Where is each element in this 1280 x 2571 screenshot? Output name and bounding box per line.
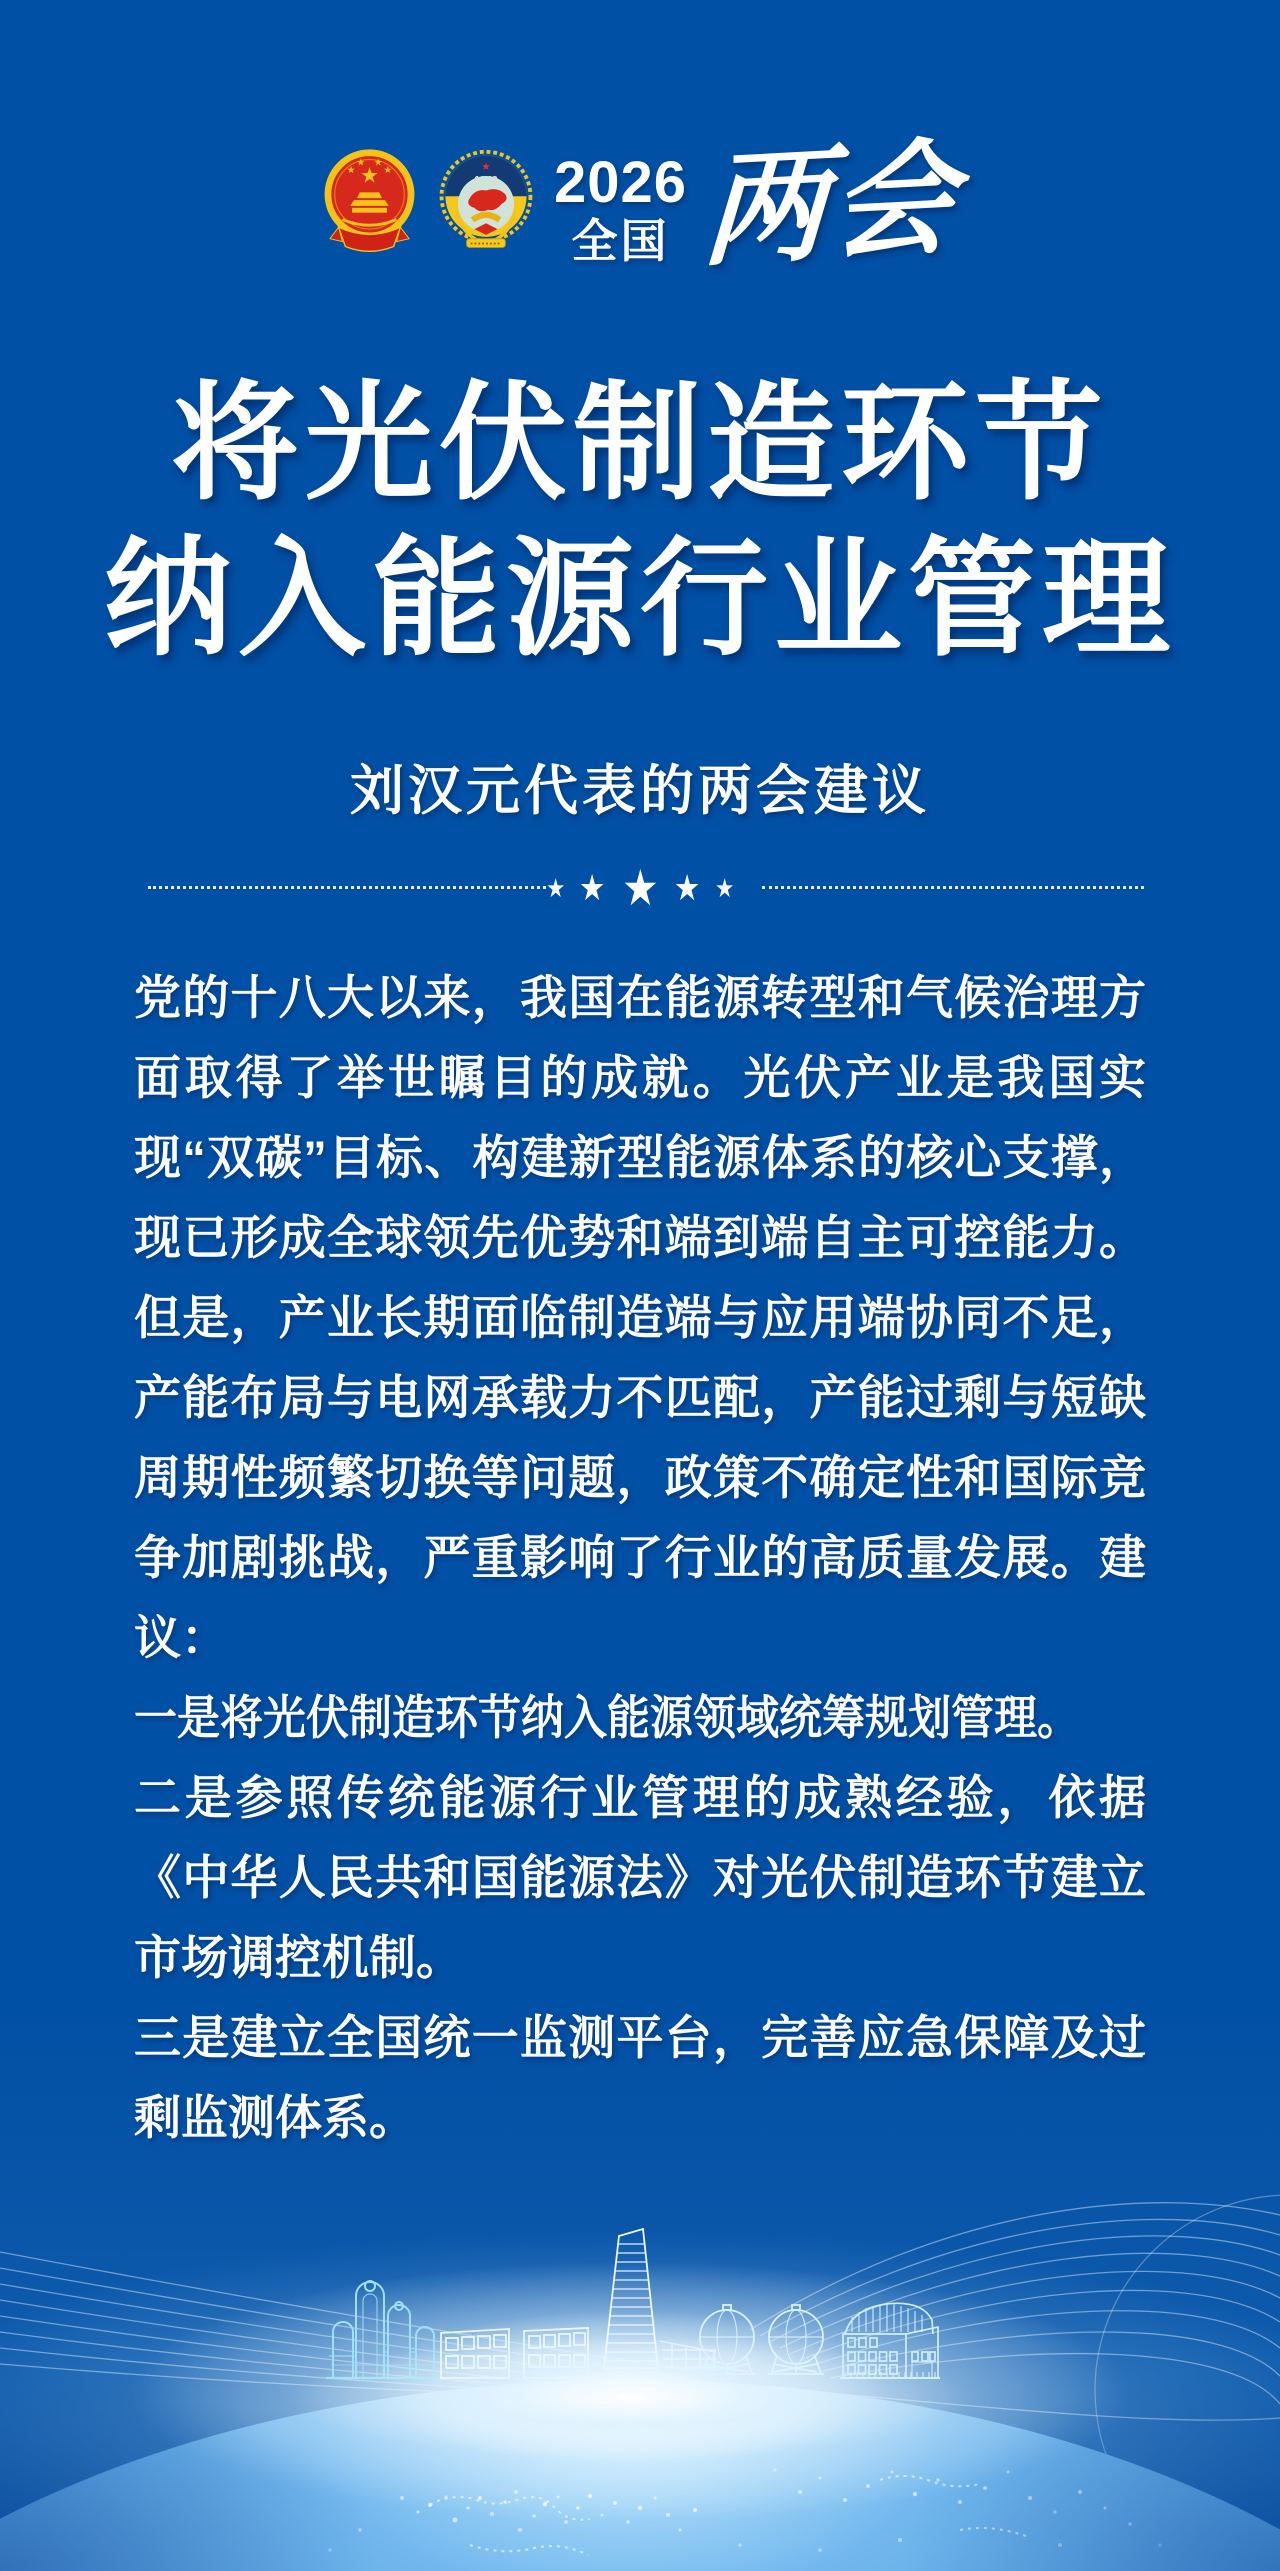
proposal-body — [134, 958, 1146, 2158]
subtitle: 刘汉元代表的两会建议 — [350, 761, 930, 821]
svg-text:★: ★ — [383, 165, 393, 177]
event-name-calligraphy: 两会 — [699, 129, 963, 281]
region-label: 全国 — [571, 215, 670, 267]
header — [0, 129, 1280, 281]
year-label: 2026 — [553, 150, 687, 215]
dotted-line-right — [762, 886, 1144, 889]
svg-text:★: ★ — [346, 165, 356, 177]
body-paragraph: 党的十八大以来，我国在能源转型和气候治理方面取得了举世瞩目的成就。光伏产业是我国实现“双碳”目标、构建新型能源体系的核心支撑，现已形成全球领先优势和端到端自主可控能力。但是，产业长期面临制造端与应用端协同不足，产能布局与电网承载力不匹配，产能过剩与短缺周期性频繁切换等问题，政策不确定性和国际竞争加剧挑战，严重影响了行业的高质量发展。建议： — [134, 971, 1146, 1664]
body-paragraph-item-2: 二是参照传统能源行业管理的成熟经验，依据《中华人民共和国能源法》对光伏制造环节建立市场调控机制。 — [134, 1771, 1146, 1984]
page-title — [0, 366, 1280, 678]
dotted-line-left — [148, 886, 546, 889]
svg-text:★: ★ — [481, 161, 491, 174]
footer-illustration — [0, 2000, 1280, 2571]
cppcc-emblem-icon — [434, 146, 538, 260]
star-icon: ★ — [714, 873, 734, 903]
page-title-line1: 将光伏制造环节 — [170, 372, 1109, 515]
body-paragraph-item-1: 一是将光伏制造环节纳入能源领域统筹规划管理。 — [134, 1691, 1081, 1744]
vignette-left — [0, 2340, 420, 2571]
vignette-right — [860, 2340, 1280, 2571]
svg-text:★: ★ — [356, 157, 366, 169]
star-icon: ★ — [579, 867, 606, 908]
star-icon: ★ — [674, 867, 701, 908]
star-divider — [0, 860, 1280, 916]
body-paragraph-item-3: 三是建立全国统一监测平台，完善应急保障及过剩监测体系。 — [134, 2011, 1146, 2144]
year-region-block — [553, 150, 687, 267]
national-emblem-icon — [321, 146, 418, 260]
page-title-line2: 纳入能源行业管理 — [103, 528, 1176, 671]
star-row — [544, 860, 736, 916]
svg-text:★: ★ — [359, 163, 379, 188]
star-icon: ★ — [621, 860, 659, 916]
svg-text:★: ★ — [373, 157, 383, 169]
star-icon: ★ — [546, 873, 566, 903]
